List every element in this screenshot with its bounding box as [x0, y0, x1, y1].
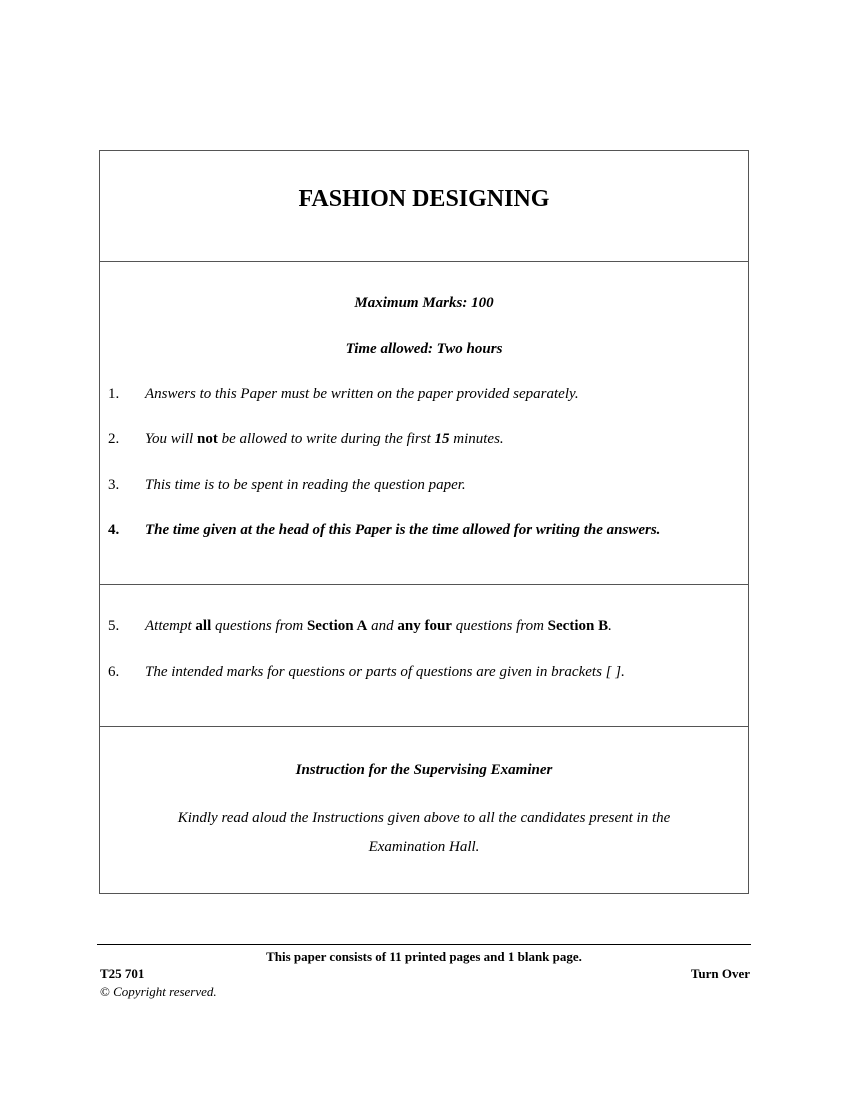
supervisor-body: Kindly read aloud the Instructions given above to all the candidates present in the Examination Hall. [177, 810, 671, 855]
instruction-number: 6. [108, 664, 120, 680]
copyright-icon: © [100, 984, 110, 999]
instruction-number: 4. [108, 522, 120, 538]
copyright-notice [100, 984, 217, 1000]
instruction-number: 5. [108, 618, 120, 634]
general-instructions-section [100, 261, 748, 585]
time-allowed: Time allowed: Two hours [345, 341, 503, 357]
instruction-text: Answers to this Paper must be written on the paper provided separately. [145, 386, 579, 402]
supervisor-heading: Instruction for the Supervising Examiner [295, 762, 553, 778]
copyright-text: Copyright reserved. [113, 984, 217, 999]
instruction-text: You will not be allowed to write during the first 15 minutes. [145, 431, 504, 447]
supervising-examiner-section [100, 726, 748, 894]
page-count-note: This paper consists of 11 printed pages and 1 blank page. [266, 949, 582, 964]
turn-over-label: Turn Over [690, 966, 750, 981]
instruction-number: 1. [108, 386, 120, 402]
title-section [100, 151, 748, 262]
paper-title: FASHION DESIGNING [298, 186, 550, 212]
instruction-number: 2. [108, 431, 120, 447]
instruction-text: Attempt all questions from Section A and any four questions from Section B. [145, 618, 612, 634]
instruction-text: The intended marks for questions or parts of questions are given in brackets [ ]. [145, 664, 625, 680]
instruction-number: 3. [108, 477, 120, 493]
instructions-box [99, 150, 749, 894]
paper-code: T25 701 [100, 966, 145, 981]
maximum-marks: Maximum Marks: 100 [354, 295, 494, 311]
footer-divider [97, 944, 751, 945]
instruction-text: This time is to be spent in reading the question paper. [145, 477, 466, 493]
section-instructions [100, 584, 748, 727]
instruction-text: The time given at the head of this Paper is the time allowed for writing the answers. [145, 522, 661, 538]
